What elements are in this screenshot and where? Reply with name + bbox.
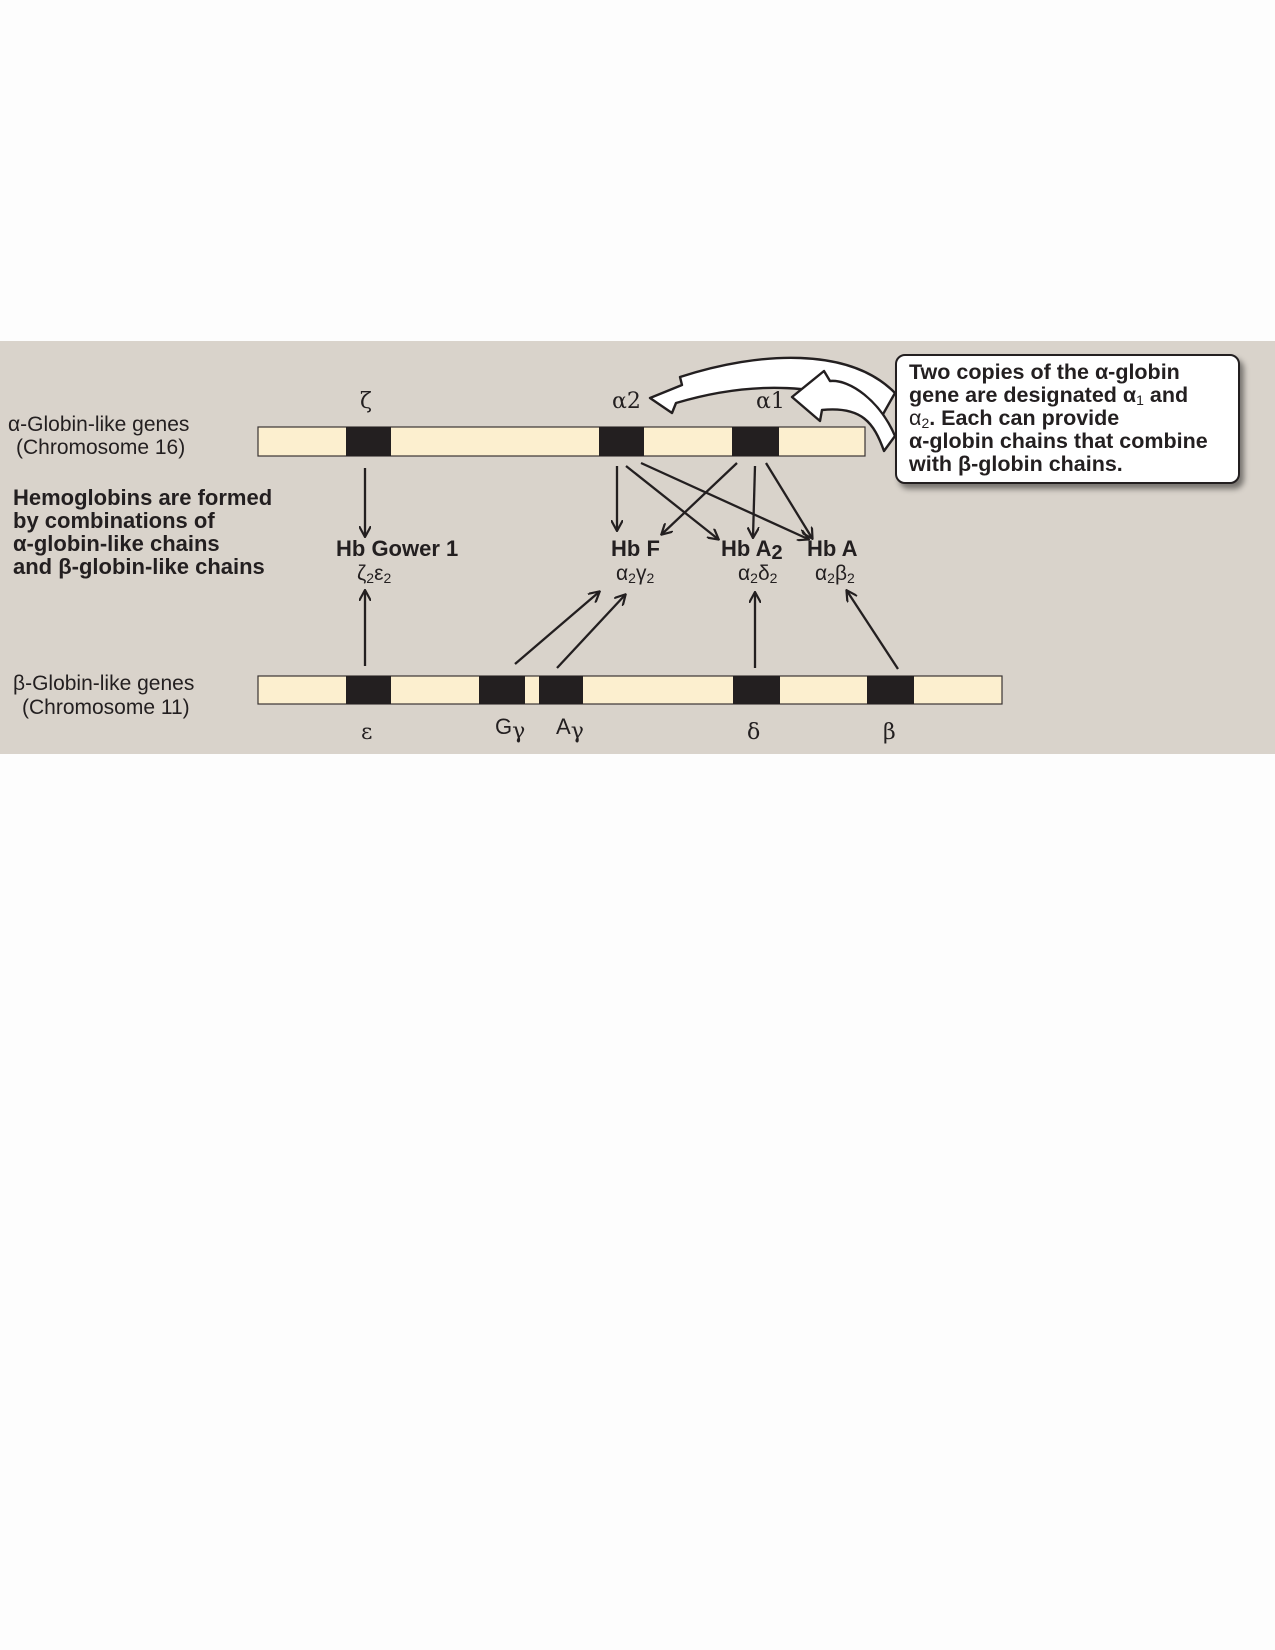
hb-gower1-formula	[357, 562, 391, 585]
formula-subscript: 2	[827, 570, 835, 586]
a-gamma-prefix: A	[556, 714, 571, 739]
alpha-row-label: α-Globin-like genes	[8, 413, 190, 436]
explanation-line-2: by combinations of	[13, 508, 215, 533]
zeta-gene-block	[346, 427, 391, 456]
callout-line-3-b: . Each can provide	[929, 406, 1120, 430]
callout-line-3	[909, 407, 1238, 430]
arrow-beta-to-hba	[847, 591, 898, 669]
alpha1-gene-label: α1	[756, 389, 785, 414]
epsilon-gene-label: ε	[361, 720, 373, 745]
callout-line-2-b: and	[1143, 383, 1189, 407]
formula-subscript: 2	[383, 570, 392, 586]
arrow-alpha1-to-hba2	[753, 466, 755, 537]
callout-line-1: Two copies of the α-globin	[909, 360, 1180, 384]
alpha2-gene-label: α2	[612, 389, 641, 414]
beta-gene-block	[867, 676, 914, 704]
formula-subscript: 2	[750, 570, 758, 586]
formula-chain: ζ	[357, 562, 367, 585]
callout-line-2-sub: 1	[1136, 392, 1144, 408]
callout-line-5: with β-globin chains.	[909, 452, 1123, 476]
callout-line-4: α-globin chains that combine	[909, 429, 1208, 453]
explanation-line-3: α-globin-like chains	[13, 531, 220, 556]
hba2-formula	[738, 562, 777, 585]
a-gamma-letter: γ	[570, 719, 584, 744]
arrow-g-gamma-to-hbf	[515, 592, 599, 664]
formula-subscript: 2	[769, 570, 778, 586]
hba-name: Hb A	[807, 536, 858, 561]
globin-gene-figure	[0, 341, 1275, 754]
delta-gene-block	[733, 676, 780, 704]
hbf-name: Hb F	[611, 536, 660, 561]
formula-chain: γ	[635, 562, 647, 585]
callout-line-2-a: gene are designated α	[909, 383, 1137, 407]
callout-line-3-sub: 2	[921, 415, 930, 431]
hba2-name-main: Hb A	[721, 536, 772, 561]
formula-subscript: 2	[847, 570, 855, 586]
hba-formula	[815, 562, 855, 585]
formula-chain: α	[738, 562, 751, 585]
callout-box	[895, 354, 1240, 484]
beta-row-label: β-Globin-like genes	[13, 672, 195, 695]
g-gamma-gene-block	[479, 676, 525, 704]
formula-chain: ε	[374, 562, 384, 585]
alpha-chromosome-label: (Chromosome 16)	[16, 436, 186, 459]
callout-line-3-a: α	[909, 406, 922, 430]
alpha-arrows	[365, 463, 812, 539]
g-gamma-gene-label	[495, 714, 526, 744]
zeta-gene-label: ζ	[360, 389, 372, 414]
a-gamma-gene-block	[539, 676, 583, 704]
hba2-name-sub: 2	[771, 542, 783, 564]
hb-gower1-name: Hb Gower 1	[336, 536, 459, 561]
hbf-formula	[616, 562, 654, 585]
callout-line-2	[909, 384, 1238, 407]
arrow-a-gamma-to-hbf	[557, 595, 625, 668]
explanation-line-4: and β-globin-like chains	[13, 554, 265, 579]
g-gamma-letter: γ	[512, 719, 526, 744]
hba2-name	[721, 537, 783, 562]
delta-gene-label: δ	[747, 720, 761, 745]
alpha2-gene-block	[599, 427, 644, 456]
formula-chain: α	[616, 562, 629, 585]
g-gamma-prefix: G	[495, 714, 513, 739]
beta-arrows	[365, 591, 898, 669]
explanation-line-1: Hemoglobins are formed	[13, 485, 273, 510]
formula-chain: α	[815, 562, 828, 585]
beta-chromosome-label: (Chromosome 11)	[22, 696, 190, 719]
formula-subscript: 2	[366, 570, 375, 586]
alpha1-gene-block	[732, 427, 779, 456]
beta-gene-label: β	[883, 720, 896, 745]
epsilon-gene-block	[346, 676, 391, 704]
arrow-alpha1-to-hba	[766, 463, 812, 538]
formula-subscript: 2	[628, 570, 636, 586]
formula-chain: β	[834, 562, 848, 585]
formula-chain: δ	[757, 562, 770, 585]
formula-subscript: 2	[646, 570, 655, 586]
a-gamma-gene-label	[556, 714, 584, 744]
